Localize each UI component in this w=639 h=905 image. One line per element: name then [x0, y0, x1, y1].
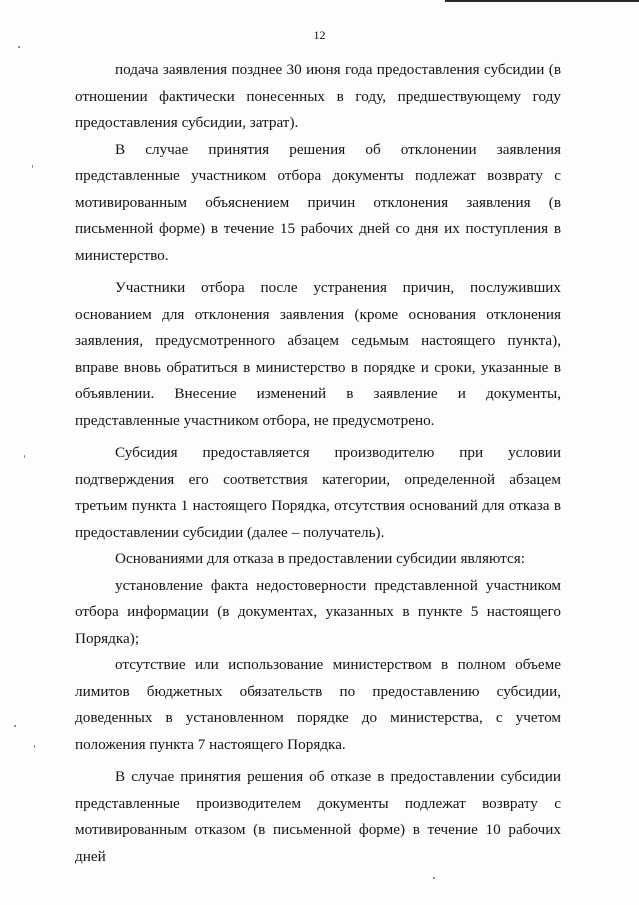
scan-speck — [34, 745, 35, 748]
paragraph-7: отсутствие или использование министерством в полном объеме лимитов бюджетных обязательств по предоставлению субсидии, доведенных в установленном порядке до министерства, с учетом положения пункта 7 настоящего Порядка. — [75, 656, 561, 753]
paragraph-8: В случае принятия решения об отказе в предоставлении субсидии представленные производителем документы подлежат возврату с мотивированным отказом (в письменной форме) в течение 10 рабочих дней — [75, 768, 561, 865]
page-number: 12 — [313, 28, 326, 42]
paragraph-6: установление факта недостоверности представленной участником отбора информации (в документах, указанных в пункте 5 настоящего Порядка); — [75, 576, 561, 647]
document-body — [75, 57, 561, 870]
scan-speck — [433, 877, 435, 879]
top-border-line — [445, 0, 639, 2]
paragraph-3: Участники отбора после устранения причин, послуживших основанием для отклонения заявления (кроме основания отклонения заявления, предусмотренного абзацем седьмым настоящего пункта), вправе вновь обратиться в министерство в порядке и сроки, указанные в объявлении. Внесение изменений в заявление и документы, представленные участником отбора, не предусмотрено. — [75, 279, 561, 429]
scan-speck — [18, 46, 20, 48]
paragraph-5: Основаниями для отказа в предоставлении субсидии являются: — [115, 550, 525, 567]
scan-speck — [14, 725, 16, 727]
paragraph-1: подача заявления позднее 30 июня года предоставления субсидии (в отношении фактически понесенных в году, предшествующему году предоставления субсидии, затрат). — [75, 61, 561, 131]
scan-speck — [24, 455, 25, 458]
scan-speck — [32, 165, 33, 168]
paragraph-2: В случае принятия решения об отклонении заявления представленные участником отбора документы подлежат возврату с мотивированным объяснением причин отклонения заявления (в письменной форме) в течение 15 рабочих дней со дня их поступления в министерство. — [75, 140, 561, 264]
paragraph-4: Субсидия предоставляется производителю при условии подтверждения его соответствия категории, определенной абзацем третьим пункта 1 настоящего Порядка, отсутствия оснований для отказа в предоставлении субсидии (далее – получатель). — [75, 444, 561, 541]
